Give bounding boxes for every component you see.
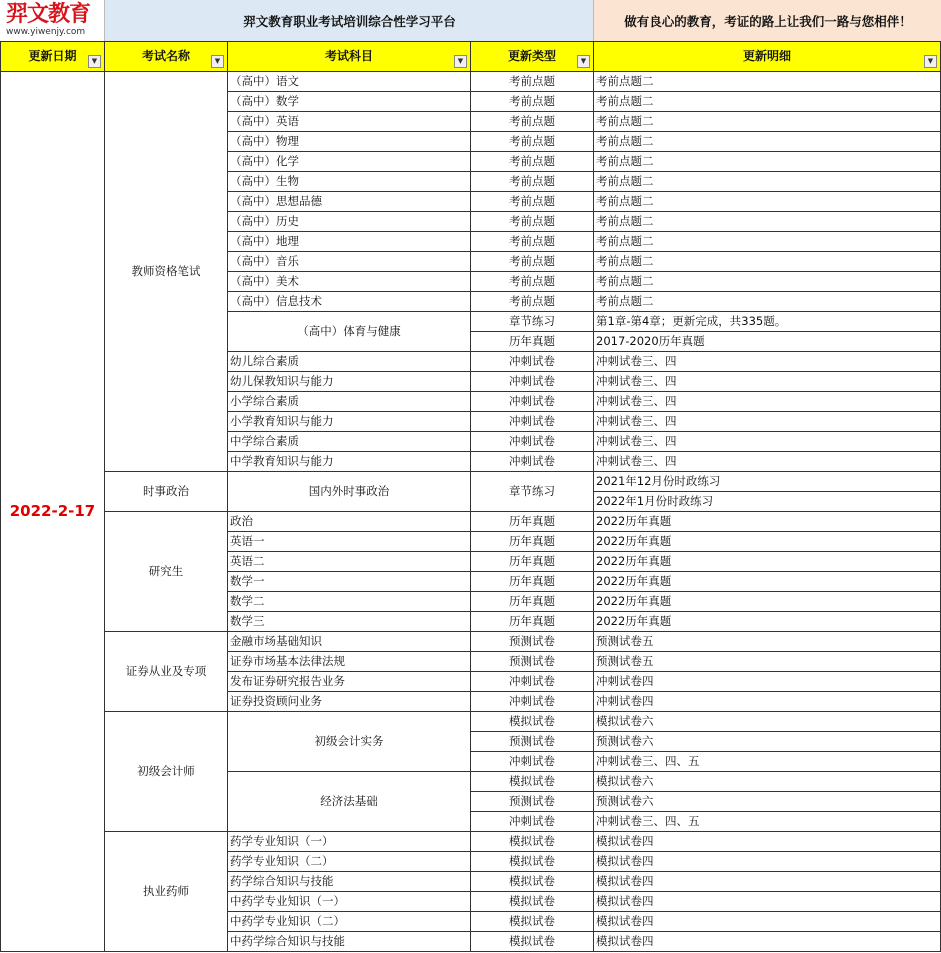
subject-cell: 药学专业知识（二）: [228, 852, 471, 872]
type-cell: 考前点题: [471, 92, 594, 112]
detail-cell: 考前点题二: [594, 112, 941, 132]
subject-cell: 小学教育知识与能力: [228, 412, 471, 432]
filter-dropdown-icon[interactable]: ▼: [211, 55, 224, 68]
subject-cell: （高中）物理: [228, 132, 471, 152]
type-cell: 章节练习: [471, 312, 594, 332]
type-cell: 历年真题: [471, 332, 594, 352]
detail-cell: 2022历年真题: [594, 572, 941, 592]
detail-cell: 预测试卷六: [594, 792, 941, 812]
detail-cell: 2022历年真题: [594, 552, 941, 572]
subject-cell: （高中）英语: [228, 112, 471, 132]
subject-cell: 金融市场基础知识: [228, 632, 471, 652]
detail-cell: 冲刺试卷三、四: [594, 452, 941, 472]
detail-cell: 冲刺试卷三、四: [594, 392, 941, 412]
table-row: [1, 472, 941, 492]
type-cell: 冲刺试卷: [471, 372, 594, 392]
type-cell: 考前点题: [471, 72, 594, 92]
subject-cell: （高中）生物: [228, 172, 471, 192]
type-cell: 预测试卷: [471, 652, 594, 672]
table-row: [1, 632, 941, 652]
subject-cell: 中药学专业知识（二）: [228, 912, 471, 932]
detail-cell: 考前点题二: [594, 292, 941, 312]
detail-cell: 考前点题二: [594, 72, 941, 92]
col-header-type: 更新类型 ▼: [471, 42, 594, 72]
type-cell: 考前点题: [471, 192, 594, 212]
table-row: [1, 512, 941, 532]
table-row: [1, 832, 941, 852]
exam-name: 教师资格笔试: [105, 72, 228, 472]
subject-cell: 中学综合素质: [228, 432, 471, 452]
type-cell: 考前点题: [471, 232, 594, 252]
type-cell: 模拟试卷: [471, 872, 594, 892]
subject-cell: 数学二: [228, 592, 471, 612]
filter-dropdown-icon[interactable]: ▼: [454, 55, 467, 68]
detail-cell: 冲刺试卷四: [594, 672, 941, 692]
type-cell: 模拟试卷: [471, 912, 594, 932]
detail-cell: 考前点题二: [594, 92, 941, 112]
detail-cell: 冲刺试卷三、四、五: [594, 752, 941, 772]
type-cell: 冲刺试卷: [471, 412, 594, 432]
filter-dropdown-icon[interactable]: ▼: [577, 55, 590, 68]
exam-name: 证券从业及专项: [105, 632, 228, 712]
subject-cell: （高中）思想品德: [228, 192, 471, 212]
subject-cell: 国内外时事政治: [228, 472, 471, 512]
subject-cell: （高中）历史: [228, 212, 471, 232]
subject-cell: 初级会计实务: [228, 712, 471, 772]
detail-cell: 考前点题二: [594, 272, 941, 292]
table-row: [1, 712, 941, 732]
detail-cell: 2017-2020历年真题: [594, 332, 941, 352]
page-header: [0, 0, 941, 41]
detail-cell: 模拟试卷四: [594, 852, 941, 872]
exam-name: 时事政治: [105, 472, 228, 512]
subject-cell: 数学三: [228, 612, 471, 632]
type-cell: 考前点题: [471, 132, 594, 152]
subject-cell: 英语二: [228, 552, 471, 572]
brand-logo: [0, 0, 104, 41]
type-cell: 模拟试卷: [471, 772, 594, 792]
detail-cell: 第1章-第4章；更新完成，共335题。: [594, 312, 941, 332]
detail-cell: 2021年12月份时政练习: [594, 472, 941, 492]
subject-cell: （高中）信息技术: [228, 292, 471, 312]
type-cell: 模拟试卷: [471, 712, 594, 732]
subject-cell: （高中）体育与健康: [228, 312, 471, 352]
logo-text: 羿文教育: [6, 2, 91, 27]
subject-cell: 英语一: [228, 532, 471, 552]
detail-cell: 2022历年真题: [594, 592, 941, 612]
subject-cell: 药学专业知识（一）: [228, 832, 471, 852]
exam-name: 执业药师: [105, 832, 228, 952]
type-cell: 历年真题: [471, 572, 594, 592]
subject-cell: 幼儿综合素质: [228, 352, 471, 372]
col-header-subject: 考试科目 ▼: [228, 42, 471, 72]
subject-cell: 幼儿保教知识与能力: [228, 372, 471, 392]
detail-cell: 2022历年真题: [594, 532, 941, 552]
detail-cell: 考前点题二: [594, 232, 941, 252]
subject-cell: 数学一: [228, 572, 471, 592]
detail-cell: 模拟试卷四: [594, 892, 941, 912]
detail-cell: 冲刺试卷三、四: [594, 412, 941, 432]
detail-cell: 冲刺试卷三、四、五: [594, 812, 941, 832]
type-cell: 模拟试卷: [471, 932, 594, 952]
subject-cell: （高中）化学: [228, 152, 471, 172]
detail-cell: 模拟试卷四: [594, 872, 941, 892]
detail-cell: 冲刺试卷三、四: [594, 352, 941, 372]
type-cell: 冲刺试卷: [471, 392, 594, 412]
subject-cell: （高中）语文: [228, 72, 471, 92]
platform-slogan: 做有良心的教育，考证的路上让我们一路与您相伴！: [593, 0, 941, 41]
type-cell: 预测试卷: [471, 632, 594, 652]
detail-cell: 考前点题二: [594, 172, 941, 192]
subject-cell: 中药学专业知识（一）: [228, 892, 471, 912]
type-cell: 冲刺试卷: [471, 752, 594, 772]
detail-cell: 预测试卷六: [594, 732, 941, 752]
filter-dropdown-icon[interactable]: ▼: [924, 55, 937, 68]
subject-cell: 政治: [228, 512, 471, 532]
type-cell: 冲刺试卷: [471, 692, 594, 712]
type-cell: 预测试卷: [471, 732, 594, 752]
detail-cell: 预测试卷五: [594, 632, 941, 652]
subject-cell: 中药学综合知识与技能: [228, 932, 471, 952]
detail-cell: 考前点题二: [594, 152, 941, 172]
type-cell: 考前点题: [471, 152, 594, 172]
detail-cell: 考前点题二: [594, 192, 941, 212]
detail-cell: 模拟试卷六: [594, 772, 941, 792]
detail-cell: 模拟试卷六: [594, 712, 941, 732]
type-cell: 模拟试卷: [471, 852, 594, 872]
detail-cell: 2022历年真题: [594, 512, 941, 532]
detail-cell: 模拟试卷四: [594, 932, 941, 952]
subject-cell: 证券市场基本法律法规: [228, 652, 471, 672]
detail-cell: 考前点题二: [594, 212, 941, 232]
subject-cell: （高中）音乐: [228, 252, 471, 272]
type-cell: 历年真题: [471, 512, 594, 532]
type-cell: 考前点题: [471, 272, 594, 292]
subject-cell: 小学综合素质: [228, 392, 471, 412]
detail-cell: 模拟试卷四: [594, 912, 941, 932]
update-table: [0, 41, 941, 952]
logo-url: www.yiwenjy.com: [6, 27, 86, 37]
type-cell: 历年真题: [471, 612, 594, 632]
type-cell: 冲刺试卷: [471, 352, 594, 372]
type-cell: 章节练习: [471, 472, 594, 512]
subject-cell: 证券投资顾问业务: [228, 692, 471, 712]
type-cell: 考前点题: [471, 292, 594, 312]
type-cell: 模拟试卷: [471, 832, 594, 852]
col-header-date: 更新日期 ▼: [1, 42, 105, 72]
subject-cell: 发布证券研究报告业务: [228, 672, 471, 692]
detail-cell: 考前点题二: [594, 132, 941, 152]
detail-cell: 2022历年真题: [594, 612, 941, 632]
subject-cell: （高中）地理: [228, 232, 471, 252]
type-cell: 历年真题: [471, 592, 594, 612]
detail-cell: 冲刺试卷四: [594, 692, 941, 712]
detail-cell: 冲刺试卷三、四: [594, 372, 941, 392]
detail-cell: 考前点题二: [594, 252, 941, 272]
type-cell: 历年真题: [471, 532, 594, 552]
type-cell: 冲刺试卷: [471, 432, 594, 452]
exam-name: 研究生: [105, 512, 228, 632]
detail-cell: 模拟试卷四: [594, 832, 941, 852]
type-cell: 模拟试卷: [471, 892, 594, 912]
type-cell: 冲刺试卷: [471, 452, 594, 472]
type-cell: 考前点题: [471, 112, 594, 132]
subject-cell: 中学教育知识与能力: [228, 452, 471, 472]
type-cell: 预测试卷: [471, 792, 594, 812]
subject-cell: 经济法基础: [228, 772, 471, 832]
detail-cell: 冲刺试卷三、四: [594, 432, 941, 452]
col-header-detail: 更新明细 ▼: [594, 42, 941, 72]
type-cell: 考前点题: [471, 212, 594, 232]
platform-title: 羿文教育职业考试培训综合性学习平台: [104, 0, 594, 41]
type-cell: 冲刺试卷: [471, 812, 594, 832]
subject-cell: （高中）数学: [228, 92, 471, 112]
filter-active-icon[interactable]: ▼: [88, 55, 101, 68]
subject-cell: 药学综合知识与技能: [228, 872, 471, 892]
header-row: [1, 42, 941, 72]
detail-cell: 2022年1月份时政练习: [594, 492, 941, 512]
type-cell: 考前点题: [471, 252, 594, 272]
col-header-exam: 考试名称 ▼: [105, 42, 228, 72]
type-cell: 历年真题: [471, 552, 594, 572]
type-cell: 冲刺试卷: [471, 672, 594, 692]
type-cell: 考前点题: [471, 172, 594, 192]
subject-cell: （高中）美术: [228, 272, 471, 292]
exam-name: 初级会计师: [105, 712, 228, 832]
detail-cell: 预测试卷五: [594, 652, 941, 672]
update-date: 2022-2-17: [1, 72, 105, 952]
table-row: [1, 72, 941, 92]
